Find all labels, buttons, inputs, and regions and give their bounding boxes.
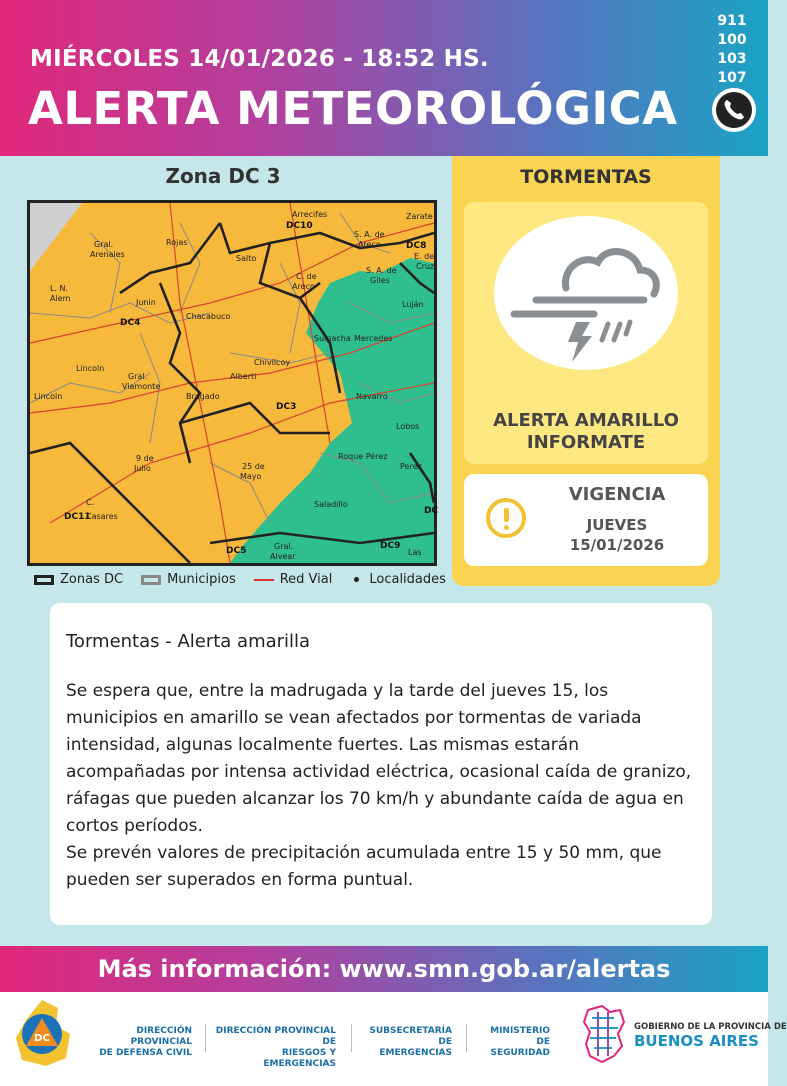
legend-zonas-swatch: [34, 575, 54, 585]
map-place-label: Gral.: [274, 542, 294, 551]
map-place-label: Alem: [50, 294, 71, 303]
map-zone-label: DC4: [120, 318, 141, 328]
map-title: Zona DC 3: [165, 164, 281, 188]
map-outside-area: [30, 203, 82, 271]
gov-province: BUENOS AIRES: [634, 1032, 759, 1050]
map-place-label: Mercedes: [354, 334, 393, 343]
footer: [0, 992, 787, 1086]
map-place-label: Giles: [370, 276, 390, 285]
footer-org: [474, 1026, 550, 1059]
map-place-label: Arrecifes: [292, 210, 328, 219]
map-place-label: Salto: [236, 254, 257, 263]
map-place-label: Julio: [134, 464, 151, 473]
legend-municipios-swatch: [141, 575, 161, 585]
map-place-label: Cruz: [416, 262, 435, 271]
footer-divider: [351, 1024, 352, 1052]
phone-number: 911: [717, 13, 747, 29]
map-place-label: Perez: [400, 462, 422, 471]
vigencia-day: JUEVES: [586, 516, 648, 534]
map-place-label: Casares: [86, 512, 118, 521]
map-place-label: 25 de: [242, 462, 265, 471]
buenos-aires-logo: [580, 1004, 628, 1064]
more-info-link[interactable]: Más información: www.smn.gob.ar/alertas: [0, 946, 768, 992]
storm-cloud-icon: [494, 216, 678, 370]
map-place-label: Chacabuco: [186, 312, 231, 321]
map-place-label: Bragado: [186, 392, 220, 401]
footer-divider: [466, 1024, 467, 1052]
map-zone-label: DC9: [380, 541, 401, 551]
map-place-label: Alvear: [270, 552, 296, 561]
description-body: Se espera que, entre la madrugada y la tarde del jueves 15, los municipios en amarillo se vean afectados por tormentas de variada intensidad, algunas localmente fuertes. Las mismas estarán acompañadas por intensa actividad eléctrica, ocasional caída de granizo, ráfagas que pueden alcanzar los 70 km/h y abundante caída de agua en cortos períodos. Se prevén valores de precipitación acumulada entre 15 y 50 mm, que pueden ser superados en forma puntual.: [66, 681, 692, 890]
page-title: ALERTA METEOROLÓGICA: [28, 82, 678, 135]
footer-org: [212, 1026, 336, 1070]
legend-label: Municipios: [167, 572, 236, 587]
map-place-label: Gral.: [94, 240, 114, 249]
exclamation-icon: [486, 498, 526, 538]
map-place-label: Areco: [292, 282, 315, 291]
map-place-label: Saladillo: [314, 500, 348, 509]
map-place-label: C. de: [296, 272, 317, 281]
phone-number: 100: [717, 32, 747, 48]
description-title: Tormentas - Alerta amarilla: [66, 631, 311, 652]
alert-description: [50, 603, 712, 925]
header-date: MIÉRCOLES 14/01/2026 - 18:52 HS.: [30, 46, 489, 72]
map-place-label: Mayo: [240, 472, 262, 481]
legend-localidades-swatch: [354, 577, 359, 582]
map-place-label: Chivilcoy: [254, 358, 291, 367]
footer-org-line: DIRECCIÓN PROVINCIAL DE: [215, 1026, 336, 1047]
panel-title: TORMENTAS: [520, 166, 652, 188]
alert-level-label: ALERTA AMARILLO: [493, 410, 679, 431]
dc-logo-text: DC: [34, 1033, 50, 1044]
gov-label: GOBIERNO DE LA PROVINCIA DE: [634, 1022, 787, 1032]
legend-item: [350, 572, 446, 587]
emergency-phones: [706, 12, 758, 88]
map-place-label: E. de: [414, 252, 435, 261]
map-place-label: Alberti: [230, 372, 257, 381]
map-place-label: L. N.: [50, 284, 69, 293]
phone-icon: [712, 88, 756, 132]
map-place-label: Lincoln: [76, 364, 105, 373]
alert-map: [27, 200, 437, 566]
legend-label: Localidades: [369, 572, 446, 587]
vigencia-card: [464, 474, 708, 566]
footer-org: [82, 1026, 192, 1059]
map-zone-label: DC: [424, 506, 439, 516]
footer-org-line: DIRECCIÓN PROVINCIAL: [130, 1026, 192, 1047]
footer-divider: [205, 1024, 206, 1052]
footer-org-line: EMERGENCIAS: [379, 1048, 452, 1058]
map-place-label: Luján: [402, 300, 424, 309]
map-place-label: 9 de: [136, 454, 154, 463]
map-zone-label: DC3: [276, 402, 297, 412]
map-place-label: S. A. de: [354, 230, 385, 239]
map-place-label: Arenales: [90, 250, 125, 259]
phone-number: 103: [717, 51, 747, 67]
map-section: [0, 156, 446, 592]
footer-org-line: DE DEFENSA CIVIL: [99, 1048, 192, 1058]
map-place-label: Junin: [136, 298, 156, 307]
alert-panel: [452, 156, 720, 586]
map-place-label: Zarate: [406, 212, 433, 221]
legend-label: Zonas DC: [60, 572, 124, 587]
alert-level-card: [464, 202, 708, 464]
phone-number: 107: [717, 70, 747, 86]
legend-item: [34, 572, 123, 587]
footer-org: [358, 1026, 452, 1059]
vigencia-title: VIGENCIA: [568, 484, 666, 505]
map-place-label: Navarro: [356, 392, 388, 401]
map-place-label: Las: [408, 548, 422, 557]
map-zone-label: DC10: [286, 221, 313, 231]
legend-item: [254, 572, 333, 587]
defensa-civil-logo: [12, 998, 76, 1068]
map-legend: [34, 572, 464, 587]
map-place-label: Lincoln: [34, 392, 63, 401]
map-place-label: Lobos: [396, 422, 420, 431]
legend-item: [141, 572, 236, 587]
legend-label: Red Vial: [279, 572, 333, 587]
map-place-label: S. A. de: [366, 266, 397, 275]
header: [0, 0, 768, 156]
map-zone-label: DC8: [406, 241, 427, 251]
map-place-label: Rojas: [166, 238, 188, 247]
map-place-label: Roque Pérez: [338, 452, 388, 461]
map-place-label: Areco: [358, 240, 381, 249]
alert-level-sublabel: INFORMATE: [526, 432, 646, 453]
map-zone-label: DC11: [64, 512, 91, 522]
map-place-label: C.: [86, 498, 95, 507]
map-place-label: Gral.: [128, 372, 148, 381]
vigencia-date: 15/01/2026: [569, 536, 665, 554]
footer-org-line: MINISTERIO DE: [490, 1026, 550, 1047]
footer-org-line: SUBSECRETARÍA DE: [369, 1026, 452, 1047]
map-zone-label: DC5: [226, 546, 247, 556]
legend-red-vial-swatch: [254, 579, 274, 581]
footer-org-line: RIESGOS Y EMERGENCIAS: [263, 1048, 336, 1069]
map-place-label: Viamonte: [122, 382, 161, 391]
map-place-label: Suipacha: [314, 334, 351, 343]
footer-org-line: SEGURIDAD: [490, 1048, 550, 1058]
